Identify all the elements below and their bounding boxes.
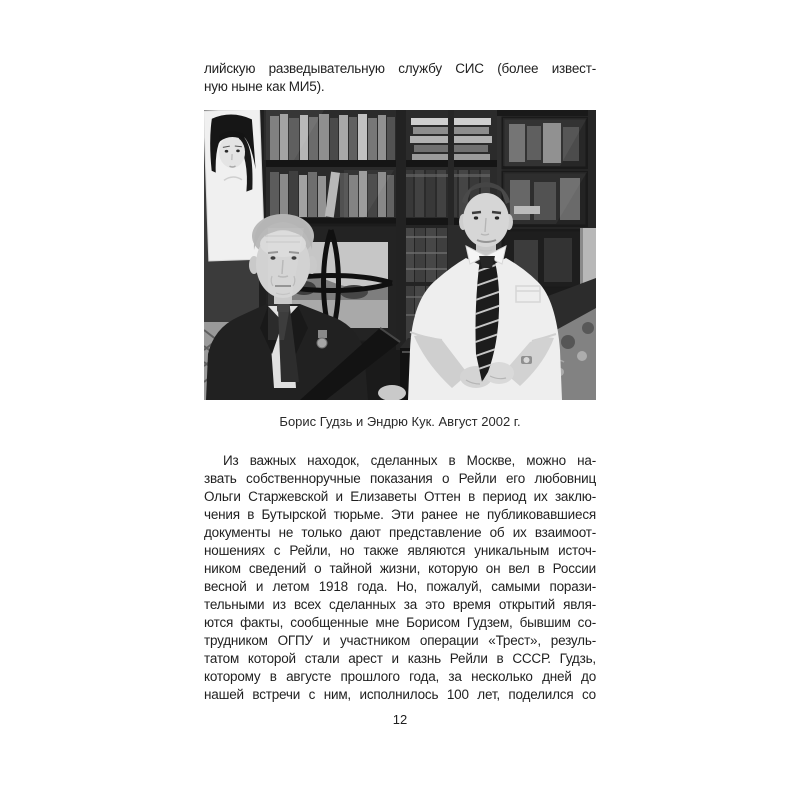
text-line: звать собственноручные показания о Рейли его любовниц (204, 471, 596, 486)
text-line: которому в августе прошлого года, за несколько дней до (204, 669, 596, 684)
photograph (204, 110, 596, 400)
text-line: Из важных находок, сделанных в Москве, можно на- (223, 453, 596, 468)
medal (317, 338, 327, 348)
text-line: ником сведений о тайной жизни, которую он вел в России (204, 561, 596, 576)
text-line: ются факты, сообщенные мне Борисом Гудзем, бывшим со- (204, 615, 596, 630)
photo-caption: Борис Гудзь и Эндрю Кук. Август 2002 г. (279, 414, 521, 429)
text-line: ношениях с Рейли, но также являются уникальным источ- (204, 543, 596, 558)
text-line: тельными из всех сделанных за это время открытий явля- (204, 597, 596, 612)
text-line: ную ныне как МИ5). (204, 79, 325, 94)
text-line: нашей встречи с ним, исполнилось 100 лет, поделился со (204, 687, 596, 702)
paragraph-top (204, 60, 596, 96)
text-line: трудником ОГПУ и участником операции «Трест», резуль- (204, 633, 596, 648)
text-line: весной и летом 1918 года. Но, пожалуй, самыми порази- (204, 579, 596, 594)
text-line: документы не только дают представление об их взаимоот- (204, 525, 596, 540)
photo-illustration (204, 110, 596, 400)
medal-ribbon (318, 330, 327, 338)
text-line: чения в Бутырской тюрьме. Эти ранее не публиковавшиеся (204, 507, 596, 522)
text-line: татом которой стали арест и казнь Рейли в СССР. Гудзь, (204, 651, 596, 666)
text-line: Ольги Старжевской и Елизаветы Оттен в период их заклю- (204, 489, 596, 504)
text-line: лийскую разведывательную службу СИС (более извест- (204, 61, 596, 76)
page-number: 12 (392, 712, 408, 727)
text-column (204, 0, 596, 728)
paragraph-main (204, 452, 596, 704)
